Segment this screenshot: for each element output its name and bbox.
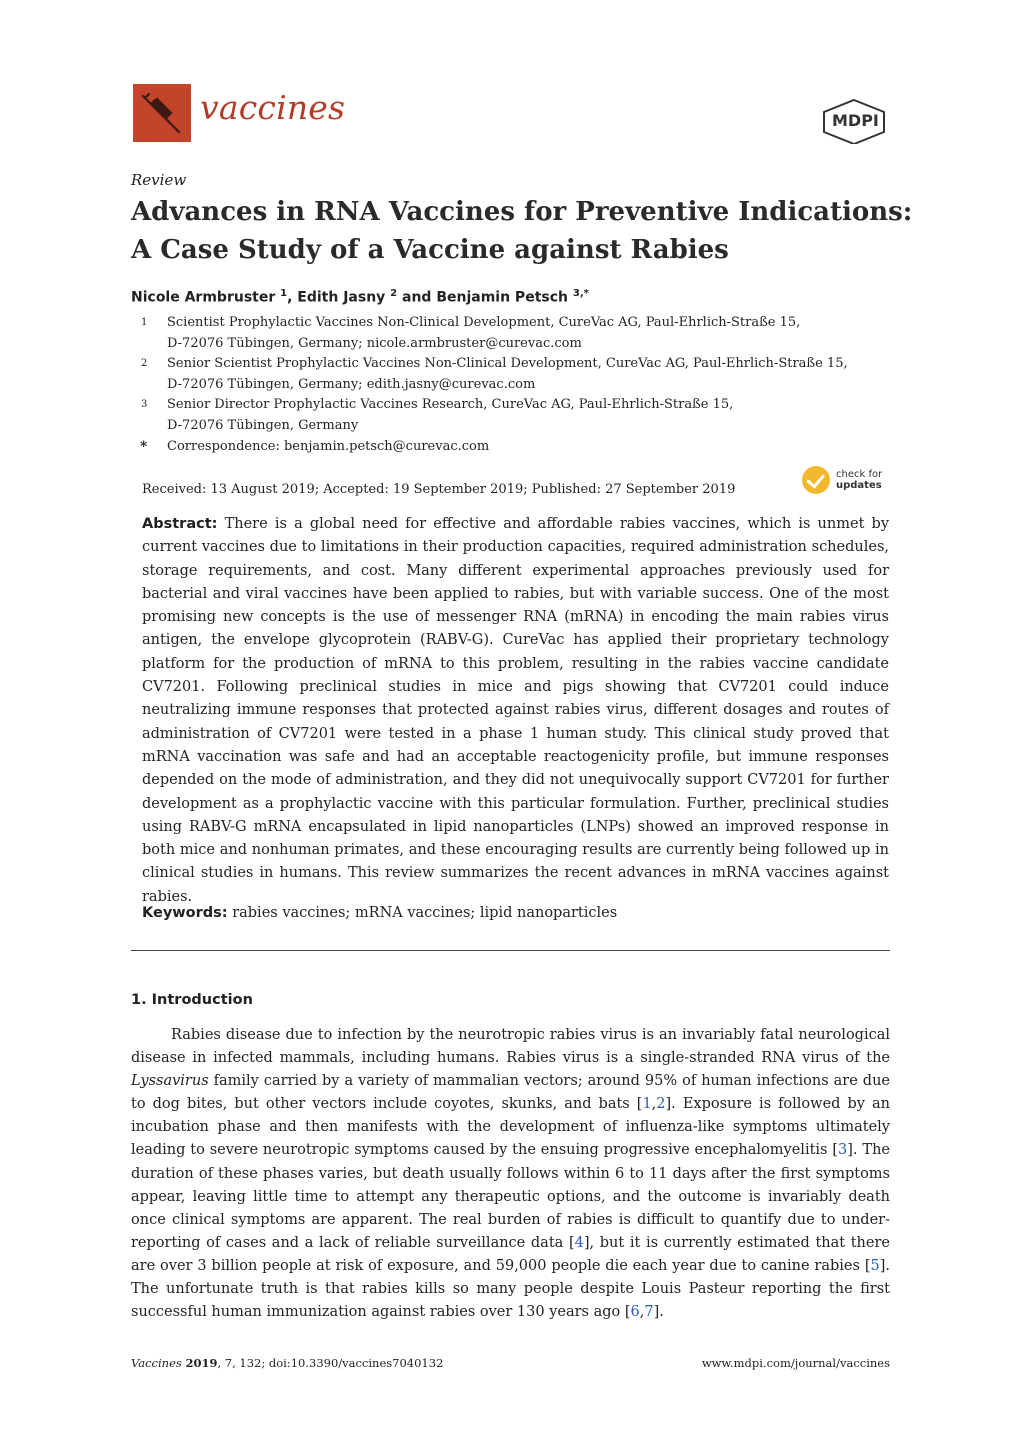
affiliation-line: D-72076 Tübingen, Germany <box>167 417 359 433</box>
citation-link[interactable]: 3 <box>838 1142 848 1159</box>
body-text: ]. <box>653 1304 664 1321</box>
body-text: ]. Exposure is followed by an incubation phase and then manifests with the development of influenza-like symptoms ultimately leading to severe neurotropic symptoms caused by the ensuing progressive encephalomyelitis [ <box>131 1096 890 1159</box>
keywords <box>142 905 617 921</box>
affiliation-line: D-72076 Tübingen, Germany; nicole.armbruster@curevac.com <box>167 335 582 351</box>
author-name[interactable]: Nicole Armbruster <box>131 289 276 306</box>
footer-url[interactable]: www.mdpi.com/journal/vaccines <box>701 1356 890 1370</box>
author-name[interactable]: Benjamin Petsch <box>436 289 568 306</box>
footer-doi: , 7, 132; doi:10.3390/vaccines7040132 <box>217 1356 444 1370</box>
genus-name: Lyssavirus <box>131 1073 209 1090</box>
citation-link[interactable]: 2 <box>656 1096 666 1113</box>
correspondence-mark: * <box>140 438 148 455</box>
journal-logo <box>133 84 191 142</box>
publisher-name: MDPI <box>832 111 879 130</box>
check-for-updates-badge[interactable] <box>802 466 882 494</box>
body-text: Rabies disease due to infection by the neurotropic rabies virus is an invariably fatal neurological disease in infected mammals, including humans. Rabies virus is a single-stranded RNA virus of the <box>131 1027 890 1067</box>
body-text: family carried by a variety of mammalian vectors; around 95% of human infections are due to dog bites, but other vectors include coyotes, skunks, and bats [ <box>131 1073 890 1113</box>
author-separator: , <box>287 289 298 306</box>
affiliation-line: Scientist Prophylactic Vaccines Non-Clinical Development, CureVac AG, Paul-Ehrlich-Straße 15, <box>167 315 801 330</box>
author-list <box>131 288 589 306</box>
affiliation-line: Senior Director Prophylactic Vaccines Research, CureVac AG, Paul-Ehrlich-Straße 15, <box>167 397 734 413</box>
introduction-paragraph <box>131 1024 890 1324</box>
publication-dates: Received: 13 August 2019; Accepted: 19 September 2019; Published: 27 September 2019 <box>142 482 736 497</box>
journal-name: vaccines <box>200 88 346 127</box>
section-divider <box>131 950 890 951</box>
section-heading: 1. Introduction <box>131 992 253 1008</box>
author-name[interactable]: Edith Jasny <box>297 289 386 306</box>
citation-separator: , <box>639 1304 645 1321</box>
author-separator: and <box>397 289 437 306</box>
article-type: Review <box>131 171 187 189</box>
author-affiliation-mark: 2 <box>390 288 398 299</box>
abstract-text: There is a global need for effective and affordable rabies vaccines, which is unmet by current vaccines due to limitations in their production capacities, required administration schedules, storage requirements, and cost. Many different experimental approaches previously used for bacterial and viral vaccines have been applied to rabies, but with variable success. One of the most promising new concepts is the use of messenger RNA (mRNA) in encoding the main rabies virus antigen, the envelope glycoprotein (RABV-G). CureVac has applied their proprietary technology platform for the production of mRNA to this problem, resulting in the rabies vaccine candidate CV7201. Following preclinical studies in mice and pigs showing that CV7201 could induce neutralizing immune responses that protected against rabies virus, different dosages and routes of administration of CV7201 were tested in a phase 1 human study. This clinical study proved that mRNA vaccination was safe and had an acceptable reactogenicity profile, but immune responses depended on the mode of administration, and they did not unequivocally support CV7201 for further development as a prophylactic vaccine with this particular formulation. Further, preclinical studies using RABV-G mRNA encapsulated in lipid nanoparticles (LNPs) showed an improved response in both mice and nonhuman primates, and these encouraging results are currently being followed up in clinical studies in humans. This review summarizes the recent advances in mRNA vaccines against rabies. <box>142 516 890 905</box>
body-text: ]. The unfortunate truth is that rabies kills so many people despite Louis Pasteur reporting the first successful human immunization against rabies over 130 years ago [ <box>131 1257 890 1321</box>
body-text: ], but it is currently estimated that there are over 3 billion people at risk of exposure, and 59,000 people die each year due to canine rabies [ <box>131 1234 890 1274</box>
abstract <box>142 513 889 909</box>
affiliation-number: 3 <box>141 399 148 411</box>
footer-journal: Vaccines <box>131 1356 182 1370</box>
author-affiliation-mark: 3,* <box>572 288 589 299</box>
affiliation-item <box>131 313 891 354</box>
article-title <box>131 193 911 269</box>
citation-link[interactable]: 7 <box>644 1304 654 1321</box>
title-line-2: A Case Study of a Vaccine against Rabies <box>131 235 729 265</box>
publisher-logo <box>818 98 890 148</box>
footer-citation <box>131 1356 443 1370</box>
title-line-1: Advances in RNA Vaccines for Preventive Indications: <box>131 197 913 227</box>
citation-link[interactable]: 4 <box>574 1234 584 1251</box>
footer-year: 2019 <box>185 1356 218 1370</box>
check-updates-line1: check for <box>836 469 883 480</box>
citation-link[interactable]: 6 <box>630 1304 640 1321</box>
affiliation-line: Senior Scientist Prophylactic Vaccines Non-Clinical Development, CureVac AG, Paul-Ehrlich-Straße 15, <box>167 356 848 372</box>
check-updates-line2: updates <box>836 480 882 491</box>
affiliation-item <box>131 354 891 395</box>
checkmark-icon <box>802 466 830 494</box>
correspondence <box>131 437 891 458</box>
keywords-label: Keywords: <box>142 905 228 921</box>
citation-link[interactable]: 1 <box>642 1096 652 1113</box>
affiliation-number: 1 <box>141 317 148 328</box>
correspondence-text[interactable]: Correspondence: benjamin.petsch@curevac.com <box>167 438 490 454</box>
keywords-text: rabies vaccines; mRNA vaccines; lipid nanoparticles <box>232 905 618 921</box>
citation-separator: , <box>651 1096 657 1113</box>
abstract-label: Abstract: <box>142 516 218 532</box>
syringe-icon <box>133 84 191 142</box>
author-affiliation-mark: 1 <box>280 288 288 299</box>
affiliation-item <box>131 395 891 436</box>
affiliations <box>131 313 891 457</box>
affiliation-number: 2 <box>141 358 148 370</box>
affiliation-line: D-72076 Tübingen, Germany; edith.jasny@curevac.com <box>167 376 536 392</box>
citation-link[interactable]: 5 <box>870 1257 880 1274</box>
body-text: ]. The duration of these phases varies, but death usually follows within 6 to 11 days after the first symptoms appear, leaving little time to attempt any therapeutic options, and the outcome is invariably death once clinical symptoms are apparent. The real burden of rabies is difficult to quantify due to under-reporting of cases and a lack of reliable surveillance data [ <box>131 1142 891 1251</box>
